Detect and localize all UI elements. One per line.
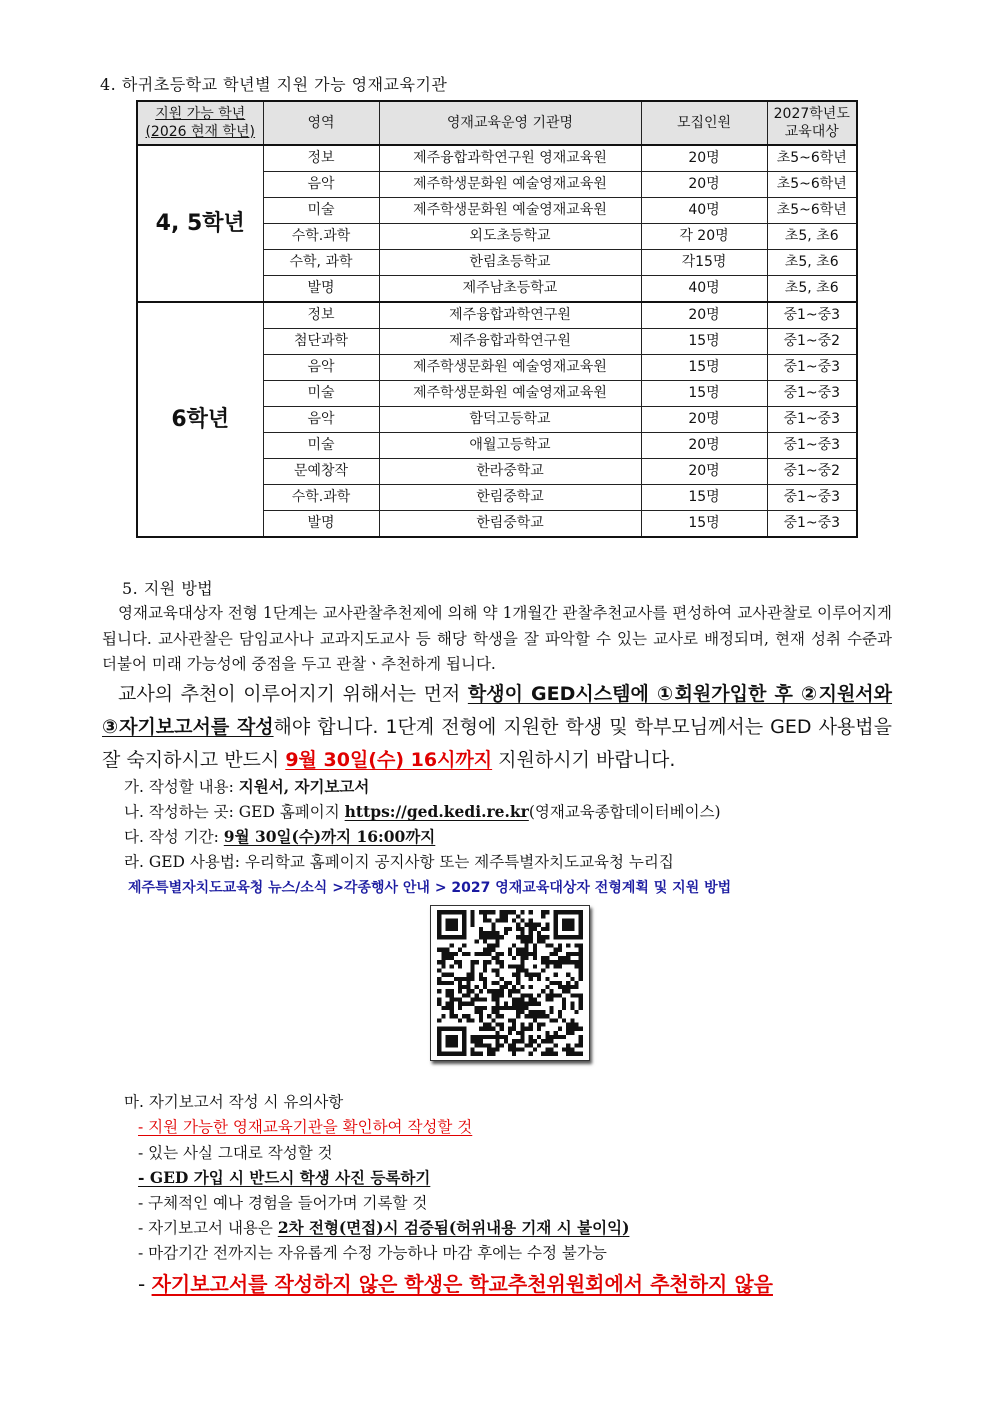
cell-target: 초5~6학년: [767, 198, 857, 224]
deadline-emphasis: 9월 30일(수) 16시까지: [285, 749, 493, 771]
cell-recruit: 15명: [641, 355, 767, 381]
table-header-row: [137, 101, 857, 145]
cell-target: 중1~중3: [767, 511, 857, 538]
item-ga: 가. 작성할 내용: 지원서, 자기보고서: [124, 777, 370, 796]
cell-target: 중1~중3: [767, 381, 857, 407]
note-6: - 마감기간 전까지는 자유롭게 수정 가능하나 마감 후에는 수정 불가능: [138, 1244, 607, 1262]
header-target: 2027학년도 교육대상: [767, 101, 857, 145]
cell-target: 중1~중3: [767, 355, 857, 381]
note-3: - GED 가입 시 반드시 학생 사진 등록하기: [138, 1168, 431, 1187]
cell-area: 수학.과학: [263, 224, 379, 250]
cell-institution: 외도초등학교: [379, 224, 641, 250]
item-ra: 라. GED 사용법: 우리학교 홈페이지 공지사항 또는 제주특별자치도교육청 누리집: [124, 853, 674, 871]
cell-target: 초5, 초6: [767, 276, 857, 303]
cell-recruit: 15명: [641, 381, 767, 407]
cell-institution: 한림초등학교: [379, 250, 641, 276]
cell-recruit: 20명: [641, 302, 767, 329]
cell-area: 정보: [263, 302, 379, 329]
cell-recruit: 40명: [641, 198, 767, 224]
note-1: - 지원 가능한 영재교육기관을 확인하여 작성할 것: [138, 1118, 473, 1136]
header-area: 영역: [263, 101, 379, 145]
grade-group-label: 4, 5학년: [137, 145, 263, 302]
cell-target: 중1~중3: [767, 302, 857, 329]
cell-target: 중1~중2: [767, 329, 857, 355]
cell-institution: 한림중학교: [379, 511, 641, 538]
cell-target: 초5~6학년: [767, 172, 857, 198]
cell-target: 초5~6학년: [767, 145, 857, 172]
cell-recruit: 15명: [641, 511, 767, 538]
institution-table: [136, 100, 858, 538]
note-7: - 자기보고서를 작성하지 않은 학생은 학교추천위원회에서 추천하지 않음: [138, 1272, 773, 1296]
cell-institution: 함덕고등학교: [379, 407, 641, 433]
note-5: - 자기보고서 내용은 2차 전형(면접)시 검증됨(허위내용 기재 시 불이익): [138, 1218, 630, 1237]
cell-recruit: 20명: [641, 145, 767, 172]
cell-recruit: 20명: [641, 407, 767, 433]
grade-group-label: 6학년: [137, 302, 263, 537]
cell-institution: 제주학생문화원 예술영재교육원: [379, 172, 641, 198]
cell-area: 문예창작: [263, 459, 379, 485]
cell-target: 초5, 초6: [767, 224, 857, 250]
qr-code-icon[interactable]: [430, 905, 590, 1061]
cell-institution: 한림중학교: [379, 485, 641, 511]
header-institution: 영재교육운영 기관명: [379, 101, 641, 145]
cell-area: 발명: [263, 276, 379, 303]
section-5-title: 5. 지원 방법: [122, 579, 214, 598]
cell-institution: 제주학생문화원 예술영재교육원: [379, 355, 641, 381]
item-da: 다. 작성 기간: 9월 30일(수)까지 16:00까지: [124, 827, 436, 846]
section-5-paragraph-1: 영재교육대상자 전형 1단계는 교사관찰추천제에 의해 약 1개월간 관찰추천교사를 편성하여 교사관찰로 이루어지게 됩니다. 교사관찰은 담임교사나 교과지도교사 등 해당 학생을 잘 파악할 수 있는 교사로 배정되며, 현재 성취 수준과 더불어 미래 가능성에 중점을 두고 관찰ㆍ추천하게 됩니다.: [102, 604, 892, 673]
note-4: - 구체적인 예나 경험을 들어가며 기록할 것: [138, 1194, 428, 1212]
cell-area: 수학, 과학: [263, 250, 379, 276]
cell-recruit: 15명: [641, 485, 767, 511]
cell-area: 미술: [263, 433, 379, 459]
ged-url-link[interactable]: https://ged.kedi.re.kr: [344, 802, 529, 821]
cell-recruit: 20명: [641, 459, 767, 485]
cell-area: 첨단과학: [263, 329, 379, 355]
cell-area: 발명: [263, 511, 379, 538]
cell-institution: 제주학생문화원 예술영재교육원: [379, 198, 641, 224]
cell-institution: 제주남초등학교: [379, 276, 641, 303]
ged-steps-emphasis: 학생이 GED시스템에 ①회원가입한 후 ②지원서와 ③자기보고서를 작성: [102, 683, 893, 738]
cell-area: 음악: [263, 407, 379, 433]
cell-recruit: 40명: [641, 276, 767, 303]
cell-area: 음악: [263, 172, 379, 198]
cell-recruit: 각15명: [641, 250, 767, 276]
cell-institution: 제주융합과학연구원 영재교육원: [379, 145, 641, 172]
section-4-title: 4. 하귀초등학교 학년별 지원 가능 영재교육기관: [100, 75, 448, 94]
cell-target: 중1~중3: [767, 433, 857, 459]
cell-target: 중1~중3: [767, 485, 857, 511]
cell-recruit: 20명: [641, 433, 767, 459]
cell-area: 정보: [263, 145, 379, 172]
table-row: [137, 302, 857, 329]
header-grade: 지원 가능 학년 (2026 현재 학년): [137, 101, 263, 145]
qr-pattern: [431, 906, 589, 1060]
link-path[interactable]: 제주특별자치도교육청 뉴스/소식 >각종행사 안내 > 2027 영재교육대상자 전형계획 및 지원 방법: [128, 880, 732, 896]
note-2: - 있는 사실 그대로 작성할 것: [138, 1144, 333, 1162]
cell-recruit: 각 20명: [641, 224, 767, 250]
item-na: 나. 작성하는 곳: GED 홈페이지 https://ged.kedi.re.kr(영재교육종합데이터베이스): [124, 802, 721, 821]
cell-institution: 제주융합과학연구원: [379, 302, 641, 329]
cell-target: 중1~중3: [767, 407, 857, 433]
header-recruit: 모집인원: [641, 101, 767, 145]
cell-area: 미술: [263, 198, 379, 224]
cell-area: 수학.과학: [263, 485, 379, 511]
cell-institution: 제주학생문화원 예술영재교육원: [379, 381, 641, 407]
notes-title: 마. 자기보고서 작성 시 유의사항: [124, 1093, 344, 1111]
cell-institution: 한라중학교: [379, 459, 641, 485]
cell-target: 중1~중2: [767, 459, 857, 485]
cell-recruit: 15명: [641, 329, 767, 355]
cell-area: 미술: [263, 381, 379, 407]
cell-institution: 애월고등학교: [379, 433, 641, 459]
cell-area: 음악: [263, 355, 379, 381]
cell-target: 초5, 초6: [767, 250, 857, 276]
section-5-paragraph-2: 교사의 추천이 이루어지기 위해서는 먼저 학생이 GED시스템에 ①회원가입한 후 ②지원서와 ③자기보고서를 작성해야 합니다. 1단계 전형에 지원한 학생 및 학부모님께서는 GED 사용법을 잘 숙지하시고 반드시 9월 30일(수) 16시까지 지원하시기 바랍니다.: [102, 683, 893, 771]
cell-recruit: 20명: [641, 172, 767, 198]
table-row: [137, 145, 857, 172]
cell-institution: 제주융합과학연구원: [379, 329, 641, 355]
